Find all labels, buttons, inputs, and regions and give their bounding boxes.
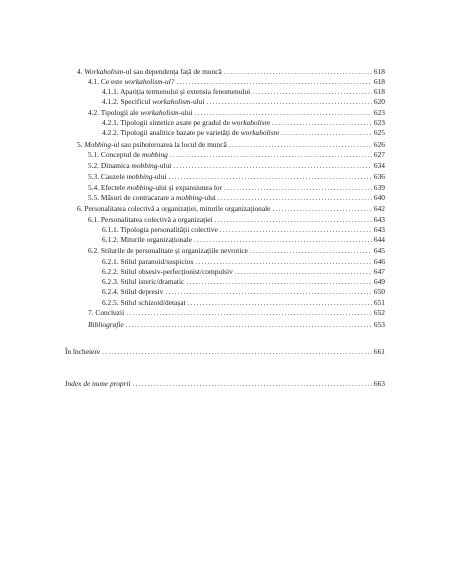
toc-entry-title: 5.1. Conceptul de mobbing <box>88 150 168 159</box>
toc-leader-dots <box>272 204 371 213</box>
toc-entry-title: 4.2. Tipologii ale workaholism-ului <box>88 108 193 117</box>
toc-entry <box>88 320 385 329</box>
toc-leader-dots <box>188 298 372 307</box>
toc-page-number: 642 <box>373 204 385 213</box>
toc-entry-title: 6.2.2. Stilul obsesiv-perfecționist/compulsiv <box>102 267 233 276</box>
toc-entry <box>88 308 385 317</box>
toc-leader-dots <box>252 87 372 96</box>
toc-leader-dots <box>170 150 372 159</box>
toc-leader-dots <box>195 108 372 117</box>
toc-entry <box>65 347 385 356</box>
toc-entry-title: 6.2. Stilurile de personalitate și organizațiile nevrotice <box>88 246 248 255</box>
toc-page-number: 618 <box>373 67 385 76</box>
toc-page-number: 644 <box>373 235 385 244</box>
toc-page-number: 647 <box>373 267 385 276</box>
toc-leader-dots <box>168 172 371 181</box>
toc-leader-dots <box>102 347 372 356</box>
toc-entry <box>102 235 385 244</box>
toc-page-number: 618 <box>373 77 385 86</box>
toc-entry <box>88 161 385 170</box>
toc-leader-dots <box>133 379 372 388</box>
toc-page-number: 627 <box>373 150 385 159</box>
toc-entry <box>102 87 385 96</box>
toc-page-number: 636 <box>373 172 385 181</box>
toc-entry-title: 4.1.1. Apariția termenului și extensia fenomenului <box>102 87 251 96</box>
toc-entry <box>77 204 385 213</box>
toc-entry-title: 4.2.1. Tipologii sintetice axate pe gradul de workaholism <box>102 118 270 127</box>
toc-entry <box>88 193 385 202</box>
toc-entry-title: 6.1.1. Tipologia personalității colective <box>102 225 218 234</box>
toc-entry-title: 5.4. Efectele mobbing-ului și expansiunea lor <box>88 183 223 192</box>
toc-page-number: 650 <box>373 287 385 296</box>
toc-entry-title: În încheiere <box>65 347 101 356</box>
toc-entry-title: 6.2.5. Stilul schizoid/detașat <box>102 298 186 307</box>
toc-leader-dots <box>235 267 372 276</box>
toc-leader-dots <box>272 118 372 127</box>
toc-page-number: 618 <box>373 87 385 96</box>
toc-entry <box>102 287 385 296</box>
toc-leader-dots <box>126 320 372 329</box>
toc-leader-dots <box>229 140 372 149</box>
toc-entry-title: Bibliografie <box>88 320 124 329</box>
toc-entry <box>102 97 385 106</box>
toc-entry <box>102 225 385 234</box>
toc-leader-dots <box>173 161 372 170</box>
toc-entry <box>102 298 385 307</box>
toc-page-number: 645 <box>373 246 385 255</box>
toc-page-number: 634 <box>373 161 385 170</box>
toc-entry <box>65 379 385 388</box>
toc-entry <box>102 267 385 276</box>
toc-page-number: 623 <box>373 108 385 117</box>
toc-entry <box>88 183 385 192</box>
toc-entry <box>88 215 385 224</box>
toc-entry-title: 6. Personalitatea colectivă a organizației, miturile organizaționale <box>77 204 271 213</box>
toc-entry-title: 6.2.3. Stilul isteric/dramatic <box>102 277 185 286</box>
toc-page-number: 643 <box>373 215 385 224</box>
toc-page-number: 652 <box>373 308 385 317</box>
toc-leader-dots <box>165 287 372 296</box>
toc-entry-title: 4.2.2. Tipologii analitice bazate pe varietăți de workaholism <box>102 128 279 137</box>
toc-leader-dots <box>215 215 372 224</box>
toc-page-number: 640 <box>373 193 385 202</box>
toc-leader-dots <box>186 277 372 286</box>
toc-leader-dots <box>281 128 372 137</box>
toc-entry <box>77 140 385 149</box>
toc-entry <box>88 172 385 181</box>
toc-entry-title: 4. Workaholism-ul sau dependența față de muncă <box>77 67 222 76</box>
toc-entry <box>102 118 385 127</box>
toc-entry-title: 5.5. Măsuri de contracarare a mobbing-ului <box>88 193 216 202</box>
toc-leader-dots <box>224 67 372 76</box>
toc-page-number: 651 <box>373 298 385 307</box>
toc-leader-dots <box>194 235 372 244</box>
toc-page-number: 661 <box>373 347 385 356</box>
toc-leader-dots <box>220 225 372 234</box>
toc-leader-dots <box>176 77 371 86</box>
toc-page-number: 620 <box>373 97 385 106</box>
toc-page-number: 639 <box>373 183 385 192</box>
toc-entry-title: 6.1. Personalitatea colectivă a organizației <box>88 215 213 224</box>
toc-entry-title: 7. Concluzii <box>88 308 125 317</box>
toc-entry <box>88 108 385 117</box>
toc-entry-title: Index de nume proprii <box>65 379 131 388</box>
toc-page-number: 646 <box>373 257 385 266</box>
toc-entry-title: 6.2.4. Stilul depresiv <box>102 287 164 296</box>
toc-leader-dots <box>218 193 372 202</box>
toc-entry <box>88 246 385 255</box>
toc-entry <box>102 257 385 266</box>
toc-page-number: 649 <box>373 277 385 286</box>
toc-leader-dots <box>206 97 371 106</box>
toc-page-number: 623 <box>373 118 385 127</box>
toc-entry-title: 4.1. Ce este workaholism-ul? <box>88 77 175 86</box>
toc-page-number: 643 <box>373 225 385 234</box>
toc-entry <box>88 77 385 86</box>
toc-page-number: 625 <box>373 128 385 137</box>
toc-page-number: 653 <box>373 320 385 329</box>
toc-entry-title: 5.2. Dinamica mobbing-ului <box>88 161 172 170</box>
toc-leader-dots <box>250 246 372 255</box>
toc-entry <box>88 150 385 159</box>
toc-leader-dots <box>195 257 372 266</box>
toc-leader-dots <box>126 308 372 317</box>
toc-entry-title: 6.2.1. Stilul paranoid/suspicios <box>102 257 194 266</box>
toc-leader-dots <box>224 183 372 192</box>
toc-entry-title: 5.3. Cauzele mobbing-ului <box>88 172 167 181</box>
toc-entry <box>77 67 385 76</box>
toc-entry-title: 5. Mobbing-ul sau psihoteroarea la locul de muncă <box>77 140 227 149</box>
toc-entry <box>102 128 385 137</box>
toc-entry-title: 4.1.2. Specificul workaholism-ului <box>102 97 205 106</box>
toc-page-number: 663 <box>373 379 385 388</box>
toc-entry-title: 6.1.2. Miturile organizaționale <box>102 235 192 244</box>
toc-page-number: 626 <box>373 140 385 149</box>
toc-entry <box>102 277 385 286</box>
